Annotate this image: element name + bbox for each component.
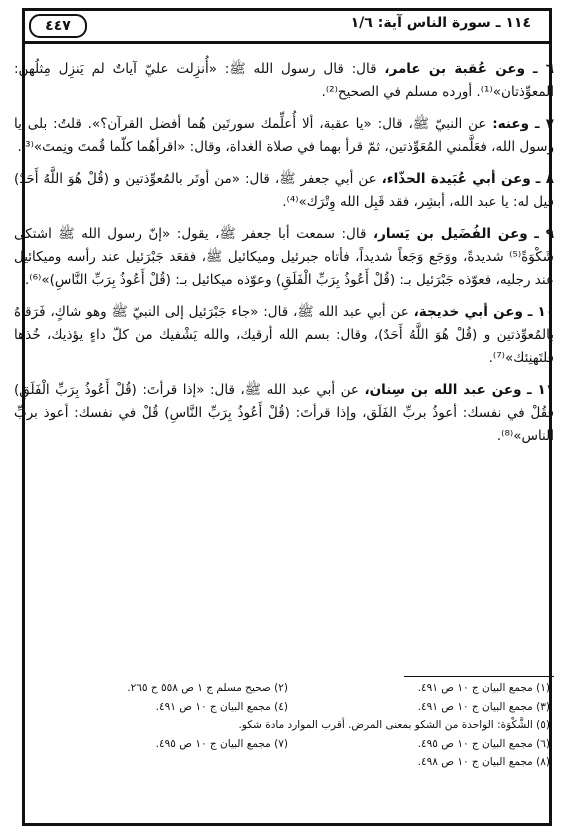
hadith-paragraph xyxy=(14,379,554,448)
footnote: (٤) مجمع البيان ج ١٠ ص ٤٩١. xyxy=(155,700,288,713)
hadith-text: قال: سمعت أبا جعفر ﷺ، يقول: «إنّ رسول الله ﷺ اشتكى شَكْوَةً⁽⁵⁾ شديدةً، ووَجَع وَجَعاً شديداً، فأتاه جبرئيل وميكائيل ﷺ، فقعَد جَبْرَئيل عند رأسه وميكائيل عند رجليه، فعوّذه جَبْرَئيل بـ: (قُلْ أَعُوذُ بِرَبِّ الْفَلَقِ) وعوّذه ميكائيل بـ: (قُلْ أَعُوذُ بِرَبِّ النَّاسِ)»⁽⁶⁾. xyxy=(14,226,554,288)
footnote-row xyxy=(30,738,550,757)
hadith-number: ٩ ـ xyxy=(534,226,554,242)
footnote: (٨) مجمع البيان ج ١٠ ص ٤٩٨. xyxy=(417,756,550,768)
hadith-paragraph xyxy=(14,113,554,159)
hadith-narrator: وعن الفُضَيل بن يَسار، xyxy=(372,226,528,242)
hadith-paragraph xyxy=(14,223,554,292)
hadith-text: عن أبي عبد الله ﷺ، قال: «جاء جَبْرَئيل إلى النبيّ ﷺ وهو شاكٍ، فَرَقاهُ بالمُعوِّذتين و (قُلْ هُوَ اللَّهُ أَحَدٌ)، وقال: بسم الله أرقيك، والله يَشْفيك من كلّ داءٍ يؤذيك، خُذها فلتَهنِئك»⁽⁷⁾. xyxy=(14,304,554,366)
hadith-number: ١١ ـ xyxy=(526,382,554,398)
hadith-narrator: وعن أبي عُبَيدة الحذّاء، xyxy=(381,171,531,187)
running-head: ١١٤ ـ سورة الناس آية: ١/٦ xyxy=(350,15,531,31)
hadith-narrator: وعن أبي خديجة، xyxy=(413,304,523,320)
hadith-number: ٨ ـ xyxy=(535,171,554,187)
hadith-number: ١٠ ـ xyxy=(527,304,555,320)
footnote: (٦) مجمع البيان ج ١٠ ص ٤٩٥. xyxy=(417,737,550,750)
footnote-row xyxy=(30,756,550,775)
footnote-row xyxy=(30,682,550,701)
hadith-text: عن أبي عبد الله ﷺ، قال: «إذا قرأتَ: (قُلْ أَعُوذُ بِرَبِّ الْفَلَقِ) فقُلْ في نفسك: أعوذُ بربِّ الفَلَق، وإذا قرأتَ: (قُلْ أَعُوذُ بِرَبِّ النَّاسِ) قُلْ في نفسك: أعوذ بربِّ الناس»⁽⁸⁾. xyxy=(14,382,554,444)
hadith-number: ٦ ـ xyxy=(532,61,554,77)
footnotes xyxy=(30,682,550,775)
page-number: ٤٤٧ xyxy=(29,14,87,38)
footnote: (٣) مجمع البيان ج ١٠ ص ٤٩١. xyxy=(417,700,550,713)
footnote-row xyxy=(30,701,550,720)
hadith-text: عن النبيّ ﷺ، قال: «يا عقبة، ألا أُعلِّمك سورتَين هُما أفضل القرآن؟». قلتُ: بلى يا رسول الله، فعَلَّمني المُعَوِّذتين، ثمّ قرأ بهما في صلاة الغداة، وقال: «اقرأهُما كلّما قُمتَ ونِمتَ»⁽³⁾. xyxy=(14,116,554,155)
footnote-separator xyxy=(404,676,554,677)
hadith-paragraph xyxy=(14,168,554,214)
hadith-paragraph xyxy=(14,58,554,104)
hadith-paragraph xyxy=(14,301,554,370)
hadith-narrator: وعن عبد الله بن سِنان، xyxy=(364,382,522,398)
footnote-row xyxy=(30,719,550,738)
hadith-number: ٧ ـ xyxy=(534,116,554,132)
hadith-narrator: وعن عُقبة بن عامر، xyxy=(384,61,525,77)
main-text xyxy=(14,58,554,457)
hadith-narrator: وعنه: xyxy=(492,116,529,132)
page-header xyxy=(25,11,549,44)
footnote: (٧) مجمع البيان ج ١٠ ص ٤٩٥. xyxy=(155,737,288,750)
footnote: (٥) الشَّكْوَة: الواحدة من الشكو بمعنى المرض. أقرب الموارد مادة شكو. xyxy=(238,719,550,731)
hadith-text: قال: قال رسول الله ﷺ: «أُنزِلت عليّ آياتٌ لم يَنزِل مِثلُهن: المعوِّذتان»⁽¹⁾. أورده مسلم في الصحيح⁽²⁾. xyxy=(14,61,554,100)
hadith-text: عن أبي جعفر ﷺ، قال: «من أوتَر بالمُعوِّذتين و (قُلْ هُوَ اللَّهُ أَحَدٌ) قيل له: يا عبد الله، أبشِر، فقد قَبِل الله وِتْرَك»⁽⁴⁾. xyxy=(14,171,554,210)
footnote: (١) مجمع البيان ج ١٠ ص ٤٩١. xyxy=(417,682,550,694)
footnote: (٢) صحيح مسلم ج ١ ص ٥٥٨ ح ٢٦٥. xyxy=(127,682,288,694)
